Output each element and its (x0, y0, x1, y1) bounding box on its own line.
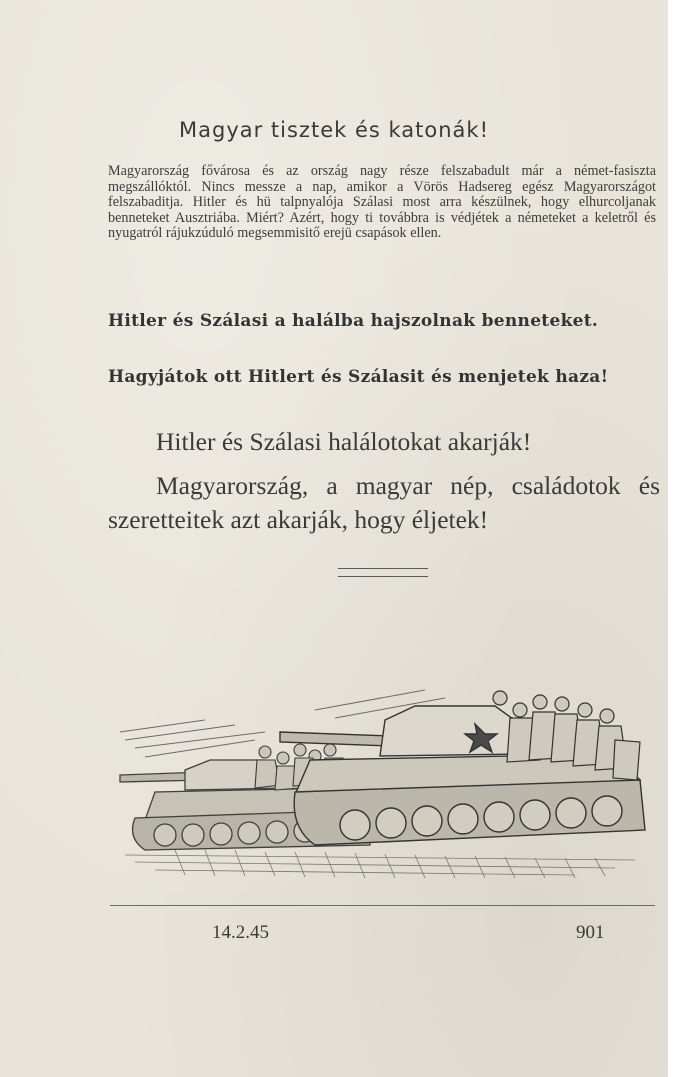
body-paragraph: Magyarország fővárosa és az ország nagy része felszabadult már a német-fasiszta megszállóktól. Nincs messze a nap, amikor a Vörös Hadsereg egész Magyarországot felszabaditja. Hitler és hü talpnyalója Szálasi most arra készülnek, hogy elhurcoljanak benneteket Ausztriába. Miért? Azért, hogy ti továbbra is védjétek a németeket a keletről és nyugatról rájukzúduló megsemmisitő erejü csapások ellen. (108, 163, 656, 242)
divider-rule-bottom (338, 576, 428, 577)
footer-date: 14.2.45 (212, 922, 269, 943)
tanks-illustration (115, 680, 650, 885)
page-number: 901 (576, 922, 605, 943)
divider-rule-top (338, 568, 428, 569)
bold-statement-2: Hagyjátok ott Hitlert és Szálasit és menjetek haza! (108, 367, 609, 387)
bold-statement-1: Hitler és Szálasi a halálba hajszolnak benneteket. (108, 311, 599, 331)
large-statement-2 (108, 469, 660, 537)
footer-rule (110, 905, 655, 906)
scan-margin (668, 0, 700, 1077)
large-statement-2-text: Magyarország, a magyar nép, családotok és szeretteitek azt akarják, hogy éljetek! (108, 471, 660, 534)
large-statement-1: Hitler és Szálasi halálotokat akarják! (156, 427, 532, 456)
leaflet-title: Magyar tisztek és katonák! (179, 118, 489, 142)
ground-shading (125, 850, 635, 878)
